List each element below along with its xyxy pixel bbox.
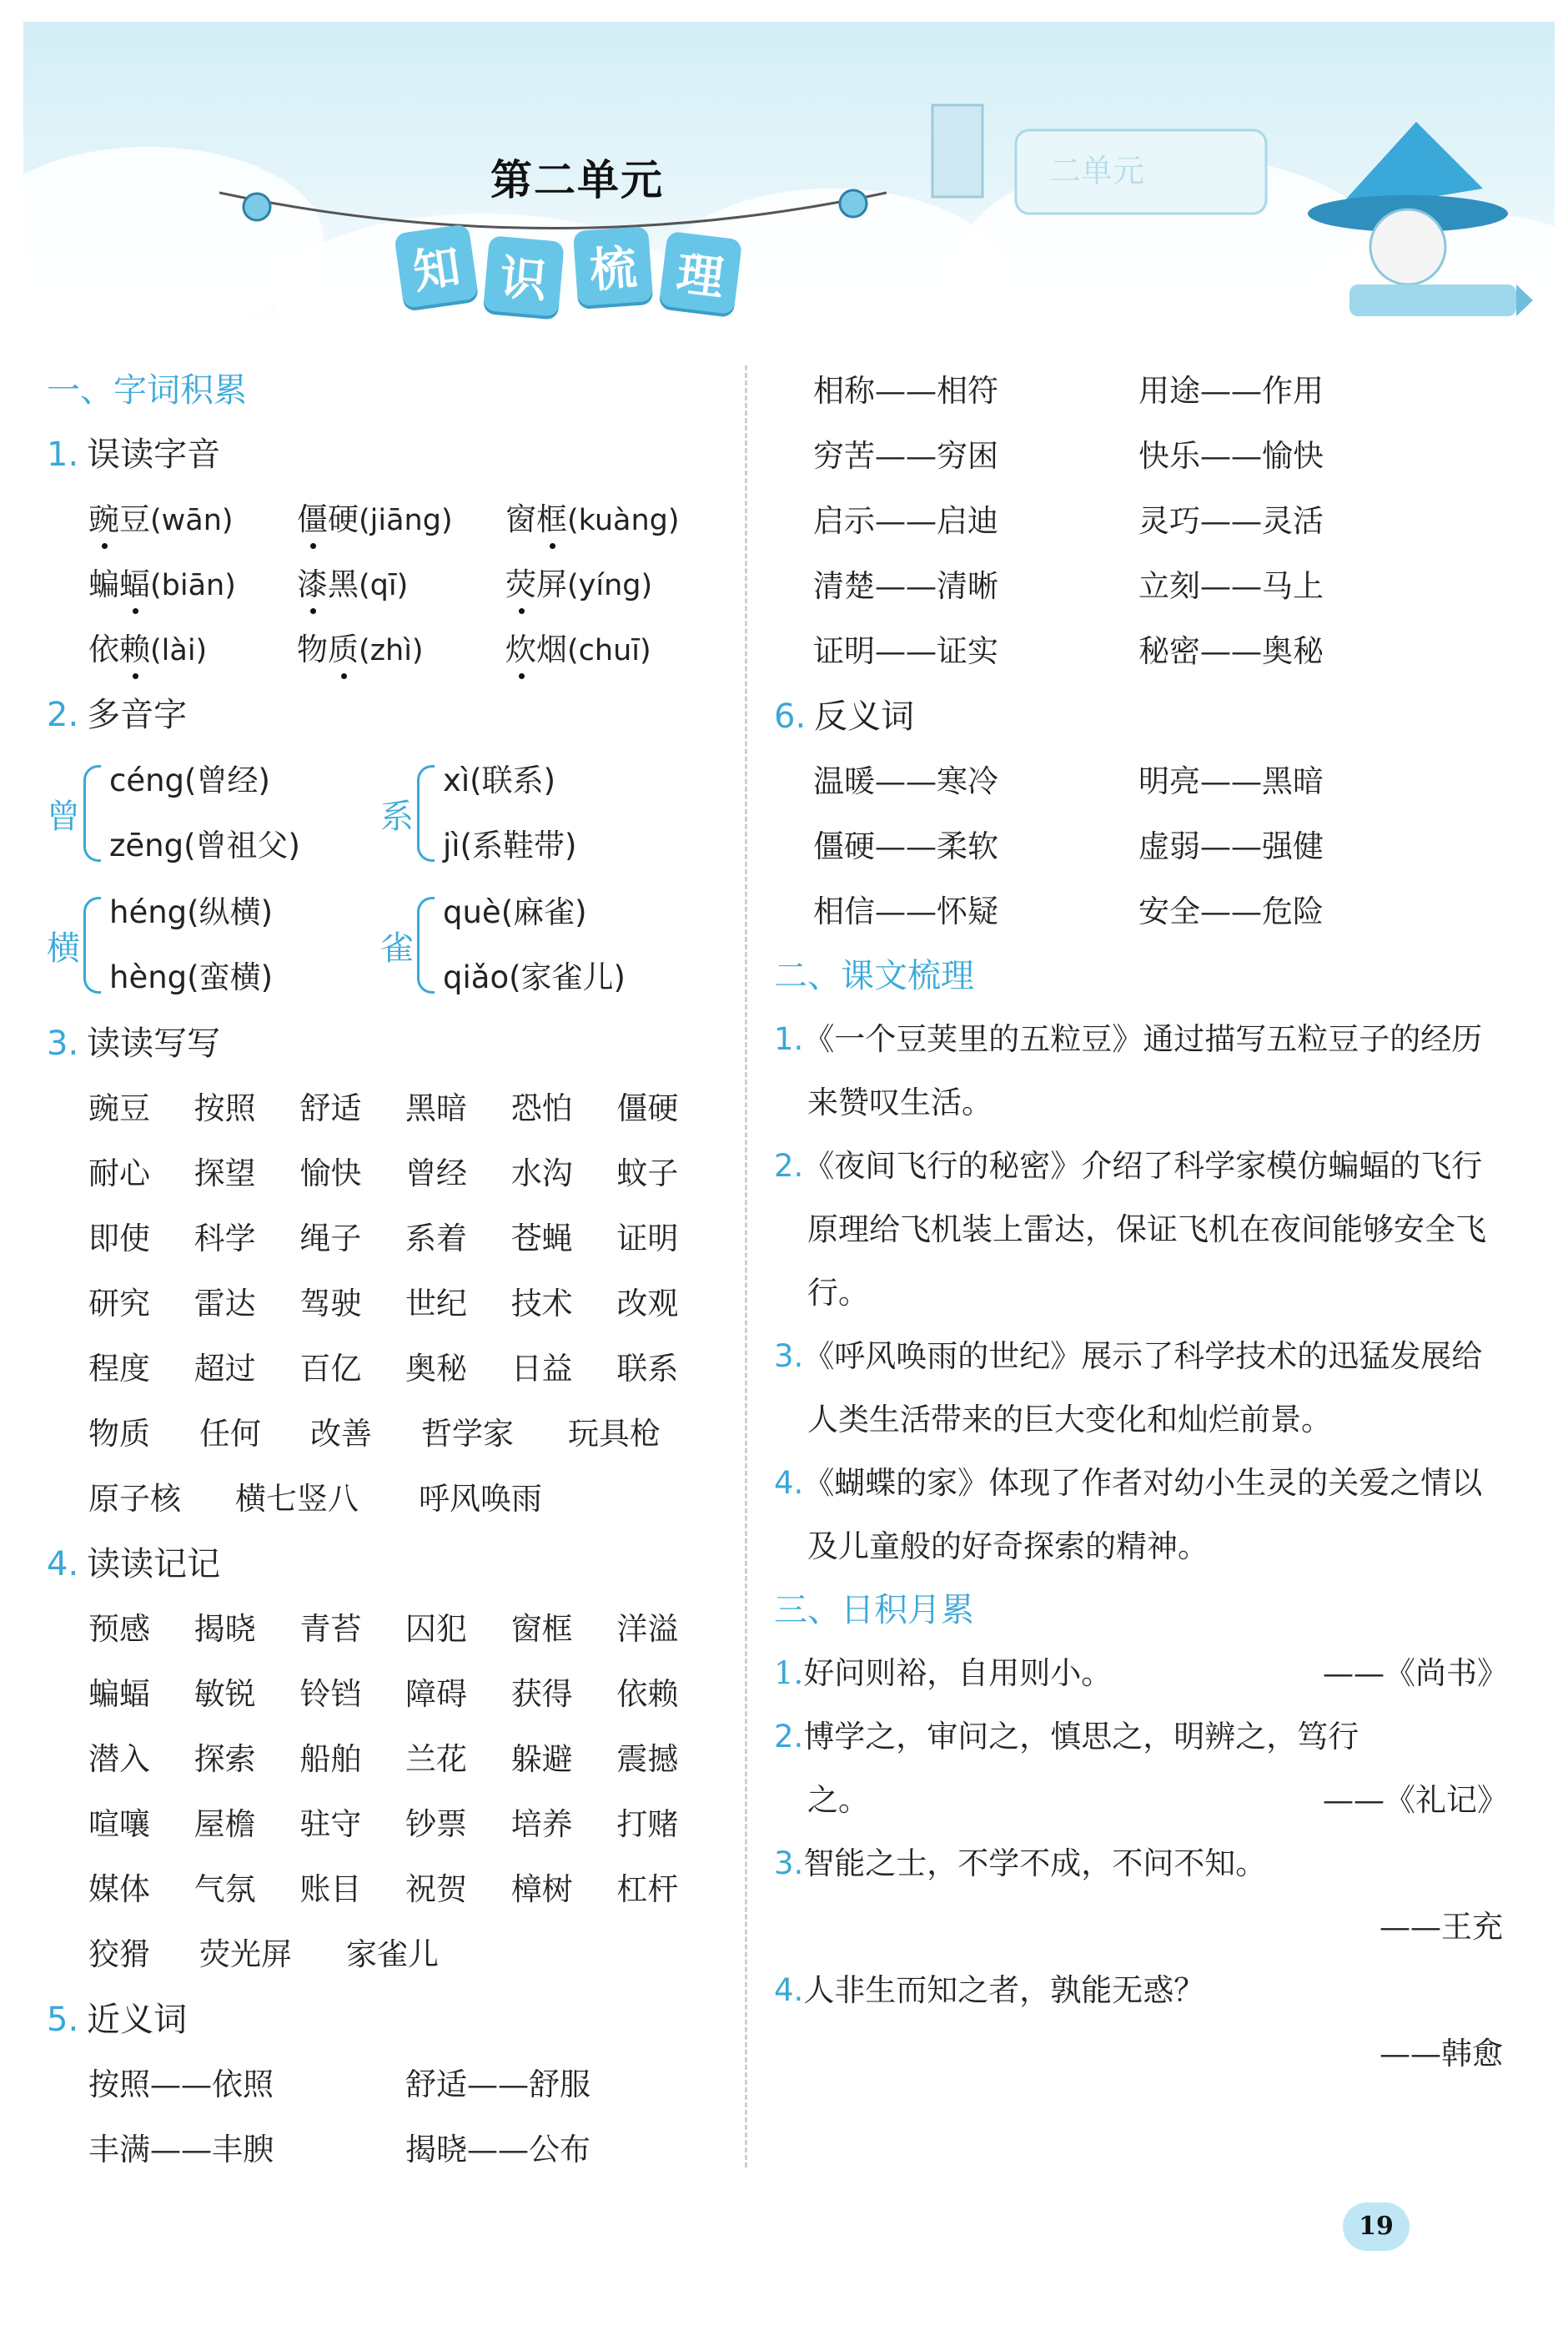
pinyin-item: 僵硬(jiāng)	[297, 487, 505, 552]
summary-text: 《夜间飞行的秘密》介绍了科学家模仿蝙蝠的飞行原理给飞机装上雷达，保证飞机在夜间能够安全飞行。	[803, 1148, 1486, 1311]
word-pair: 相信——怀疑	[813, 894, 998, 929]
word: 媒体	[88, 1871, 150, 1907]
word: 豌豆	[88, 1090, 150, 1126]
book-icon	[924, 97, 991, 205]
word-pair: 按照——依照	[88, 2067, 274, 2102]
word: 钞票	[405, 1806, 468, 1842]
pinyin-item: 窗框(kuàng)	[505, 487, 714, 552]
word: 洋溢	[616, 1611, 679, 1647]
polyphone-row	[47, 879, 722, 1011]
pair-row	[813, 554, 1508, 619]
pair-row	[813, 424, 1508, 489]
pinyin-item: 荧屏(yíng)	[505, 552, 714, 617]
word-pair: 安全——危险	[1138, 894, 1324, 929]
word: 物质	[88, 1416, 150, 1452]
witch-girl-on-pencil-icon	[1299, 113, 1533, 322]
emphasis-dot-char: 蝠	[119, 552, 150, 617]
word-row	[88, 1662, 722, 1727]
brace-icon	[417, 897, 435, 994]
word-row	[88, 1467, 722, 1532]
word: 获得	[510, 1676, 573, 1712]
word-pair: 证明——证实	[813, 633, 998, 669]
word: 狡猾	[88, 1936, 150, 1972]
subheading-text: 反义词	[814, 697, 915, 736]
lesson-summary	[774, 1135, 1508, 1325]
pair-row	[813, 814, 1508, 879]
subheading-mispronounce	[47, 422, 722, 487]
polyphone-row	[47, 748, 722, 879]
word: 曾经	[405, 1155, 468, 1191]
pair-row	[88, 2117, 722, 2182]
word: 原子核	[88, 1481, 181, 1517]
word: 程度	[88, 1351, 150, 1387]
pinyin-item: 炊烟(chuī)	[505, 617, 714, 682]
pinyin-row	[47, 487, 722, 552]
pair-row	[88, 2052, 722, 2117]
polyphone-char: 横	[47, 929, 80, 968]
subheading-readwrite	[47, 1011, 722, 1076]
reading: jì(系鞋带)	[443, 828, 577, 863]
word: 蚊子	[616, 1155, 679, 1191]
item-number: 2.	[774, 1719, 804, 1754]
pinyin-item: 豌豆(wān)	[88, 487, 297, 552]
word-pair: 虚弱——强健	[1138, 828, 1324, 864]
quote-text: 好问则裕，自用则小。	[803, 1655, 1113, 1691]
unit-title: 第二单元	[490, 156, 664, 204]
word: 横七竖八	[235, 1481, 359, 1517]
word: 舒适	[299, 1090, 362, 1126]
word-row	[88, 1792, 722, 1857]
word: 荧光屏	[199, 1936, 292, 1972]
word-pair: 温暖——寒冷	[813, 763, 998, 799]
word: 屋檐	[193, 1806, 256, 1842]
word-pair: 相称——相符	[813, 373, 998, 409]
item-number: 3.	[47, 1024, 79, 1063]
subheading-text: 读读写写	[87, 1024, 221, 1063]
readremember-word-grid	[47, 1597, 722, 1987]
brace-icon	[417, 765, 435, 862]
quote-text: 博学之，审问之，慎思之，明辨之，笃行	[803, 1719, 1359, 1754]
word: 驾驶	[299, 1286, 362, 1322]
word: 杠杆	[616, 1871, 679, 1907]
readwrite-word-grid	[47, 1076, 722, 1532]
word-pair: 穷苦——穷困	[813, 438, 998, 474]
reading: héng(纵横)	[109, 894, 274, 930]
word: 系着	[405, 1221, 468, 1256]
word: 预感	[88, 1611, 150, 1647]
word-row	[88, 1337, 722, 1402]
word: 家雀儿	[346, 1936, 439, 1972]
pair-row	[813, 749, 1508, 814]
word: 改善	[310, 1416, 372, 1452]
quote-source: ——韩愈	[1380, 2036, 1503, 2072]
word: 绳子	[299, 1221, 362, 1256]
reading: xì(联系)	[443, 763, 556, 798]
word-pair: 快乐——愉快	[1138, 438, 1324, 474]
word: 哲学家	[421, 1416, 514, 1452]
word: 证明	[616, 1221, 679, 1256]
word: 樟树	[510, 1871, 573, 1907]
pair-row	[813, 619, 1508, 684]
pinyin-item: 物质(zhì)	[297, 617, 505, 682]
antonym-pairs	[774, 749, 1508, 944]
item-number: 2.	[47, 696, 79, 734]
lesson-summary	[774, 1325, 1508, 1452]
section-heading: 一、字词积累	[47, 371, 247, 410]
word: 世纪	[405, 1286, 468, 1322]
word: 探索	[193, 1741, 256, 1777]
polyphone-char: 系	[380, 797, 414, 836]
word-pair: 启示——启迪	[813, 503, 998, 539]
pair-row	[813, 489, 1508, 554]
item-number: 1.	[774, 1655, 804, 1691]
word: 船舶	[299, 1741, 362, 1777]
word: 呼风唤雨	[419, 1481, 542, 1517]
quote-item	[774, 1832, 1508, 1895]
section-heading: 三、日积月累	[774, 1591, 974, 1629]
word: 探望	[193, 1155, 256, 1191]
word-row	[88, 1271, 722, 1337]
word: 喧嚷	[88, 1806, 150, 1842]
title-tile: 识	[483, 235, 565, 317]
polyphone-char: 曾	[47, 797, 80, 836]
subheading-text: 近义词	[87, 2001, 188, 2039]
item-number: 3.	[774, 1338, 804, 1374]
subheading-text: 误读字音	[87, 435, 221, 474]
blackboard-text: 二单元	[1049, 153, 1145, 189]
word-row	[88, 1076, 722, 1141]
word: 玩具枪	[568, 1416, 661, 1452]
word: 账目	[299, 1871, 362, 1907]
emphasis-dot-char: 框	[536, 487, 567, 552]
word: 囚犯	[405, 1611, 468, 1647]
item-number: 2.	[774, 1148, 804, 1184]
word: 按照	[193, 1090, 256, 1126]
item-number: 1.	[774, 1021, 804, 1057]
word: 障碍	[405, 1676, 468, 1712]
quote-item	[774, 1642, 1508, 1705]
subheading-synonyms	[47, 1987, 722, 2052]
word: 蝙蝠	[88, 1676, 150, 1712]
pair-row	[813, 359, 1508, 424]
word: 水沟	[510, 1155, 573, 1191]
word: 培养	[510, 1806, 573, 1842]
word: 研究	[88, 1286, 150, 1322]
word: 敏锐	[193, 1676, 256, 1712]
column-divider	[745, 365, 747, 2167]
quote-item	[774, 1959, 1508, 2022]
quote-source: ——《礼记》	[1323, 1782, 1508, 1818]
pinyin-item: 依赖(lài)	[88, 617, 297, 682]
word-pair: 秘密——奥秘	[1138, 633, 1324, 669]
word-pair: 用途——作用	[1138, 373, 1324, 409]
subheading-polyphones	[47, 682, 722, 748]
word-row	[88, 1206, 722, 1271]
subheading-readremember	[47, 1532, 722, 1597]
word: 联系	[616, 1351, 679, 1387]
word: 改观	[616, 1286, 679, 1322]
word: 黑暗	[405, 1090, 468, 1126]
word-row	[88, 1857, 722, 1922]
emphasis-dot-char: 炊	[505, 617, 536, 682]
right-column	[774, 359, 1508, 2086]
section-heading: 二、课文梳理	[774, 957, 974, 995]
word: 超过	[193, 1351, 256, 1387]
word: 苍蝇	[510, 1221, 573, 1256]
pinyin-item: 漆黑(qī)	[297, 552, 505, 617]
word-pair: 立刻——马上	[1138, 568, 1324, 604]
title-tile: 知	[394, 224, 479, 309]
emphasis-dot-char: 荧	[505, 552, 536, 617]
knowledge-sort-title	[399, 229, 752, 320]
reading: què(麻雀)	[443, 894, 587, 930]
word: 潜入	[88, 1741, 150, 1777]
summary-text: 《呼风唤雨的世纪》展示了科学技术的迅猛发展给人类生活带来的巨大变化和灿烂前景。	[803, 1338, 1483, 1437]
word: 僵硬	[616, 1090, 679, 1126]
quote-text: 人非生而知之者，孰能无惑？	[803, 1972, 1205, 2008]
summary-text: 《蝴蝶的家》体现了作者对幼小生灵的关爱之情以及儿童般的好奇探索的精神。	[803, 1465, 1483, 1564]
polyphone-char: 雀	[380, 929, 414, 968]
word: 窗框	[510, 1611, 573, 1647]
polyphone-group	[380, 748, 714, 879]
item-number: 5.	[47, 2001, 79, 2039]
pair-row	[813, 879, 1508, 944]
word: 耐心	[88, 1155, 150, 1191]
emphasis-dot-char: 僵	[297, 487, 328, 552]
page-number: 19	[1343, 2203, 1410, 2251]
word: 技术	[510, 1286, 573, 1322]
word: 兰花	[405, 1741, 468, 1777]
word: 恐怕	[510, 1090, 573, 1126]
emphasis-dot-char: 质	[328, 617, 359, 682]
quote-source: ——王充	[1380, 1909, 1503, 1945]
word: 科学	[193, 1221, 256, 1256]
word: 青苔	[299, 1611, 362, 1647]
word-row	[88, 1402, 722, 1467]
word: 揭晓	[193, 1611, 256, 1647]
word: 愉快	[299, 1155, 362, 1191]
lesson-summary	[774, 1452, 1508, 1578]
word-row	[88, 1597, 722, 1662]
brace-icon	[83, 765, 101, 862]
quote-text: 智能之士，不学不成，不问不知。	[803, 1845, 1267, 1881]
mispronounce-list	[47, 487, 722, 682]
word: 百亿	[299, 1351, 362, 1387]
reading: zēng(曾祖父)	[109, 828, 300, 863]
word: 铃铛	[299, 1676, 362, 1712]
word-row	[88, 1922, 722, 1987]
summary-text: 《一个豆荚里的五粒豆》通过描写五粒豆子的经历来赞叹生活。	[803, 1021, 1483, 1120]
pinyin-row	[47, 552, 722, 617]
word: 震撼	[616, 1741, 679, 1777]
quote-text: 之。	[807, 1782, 869, 1818]
word: 依赖	[616, 1676, 679, 1712]
reading: hèng(蛮横)	[109, 959, 274, 995]
item-number: 1.	[47, 435, 79, 474]
item-number: 6.	[774, 697, 807, 736]
synonym-pairs-right	[774, 359, 1508, 684]
reading: céng(曾经)	[109, 763, 270, 798]
quote-continuation	[774, 1769, 1508, 1832]
item-number: 4.	[47, 1545, 79, 1583]
polyphone-group	[380, 879, 714, 1011]
word-pair: 丰满——丰腴	[88, 2132, 274, 2167]
word-pair: 舒适——舒服	[405, 2067, 591, 2102]
subheading-antonyms	[774, 684, 1508, 749]
word-pair: 灵巧——灵活	[1138, 503, 1324, 539]
word: 任何	[199, 1416, 261, 1452]
word-row	[88, 1727, 722, 1792]
item-number: 3.	[774, 1845, 804, 1881]
reading: qiǎo(家雀儿)	[443, 959, 626, 995]
word: 打赌	[616, 1806, 679, 1842]
synonym-pairs-left	[47, 2052, 722, 2182]
lesson-summary	[774, 1008, 1508, 1135]
quote-item	[774, 1705, 1508, 1769]
word: 躲避	[510, 1741, 573, 1777]
word-pair: 清楚——清晰	[813, 568, 998, 604]
word-row	[88, 1141, 722, 1206]
emphasis-dot-char: 漆	[297, 552, 328, 617]
subheading-text: 读读记记	[87, 1545, 221, 1583]
subheading-text: 多音字	[87, 696, 188, 734]
brace-icon	[83, 897, 101, 994]
word-pair: 明亮——黑暗	[1138, 763, 1324, 799]
item-number: 4.	[774, 1972, 804, 2008]
item-number: 4.	[774, 1465, 804, 1501]
word-pair: 僵硬——柔软	[813, 828, 998, 864]
pinyin-item: 蝙蝠(biān)	[88, 552, 297, 617]
emphasis-dot-char: 豌	[88, 487, 119, 552]
emphasis-dot-char: 赖	[119, 617, 150, 682]
pinyin-row	[47, 617, 722, 682]
title-tile: 理	[659, 231, 742, 315]
polyphone-group	[47, 879, 380, 1011]
word: 气氛	[193, 1871, 256, 1907]
quote-source: ——《尚书》	[1323, 1655, 1508, 1691]
word: 奥秘	[405, 1351, 468, 1387]
polyphone-group	[47, 748, 380, 879]
unit-header-banner	[23, 22, 1555, 322]
word: 祝贺	[405, 1871, 468, 1907]
word: 驻守	[299, 1806, 362, 1842]
word: 即使	[88, 1221, 150, 1256]
title-tile: 梳	[573, 226, 653, 306]
left-column	[47, 359, 722, 2182]
word: 日益	[510, 1351, 573, 1387]
word-pair: 揭晓——公布	[405, 2132, 591, 2167]
word: 雷达	[193, 1286, 256, 1322]
